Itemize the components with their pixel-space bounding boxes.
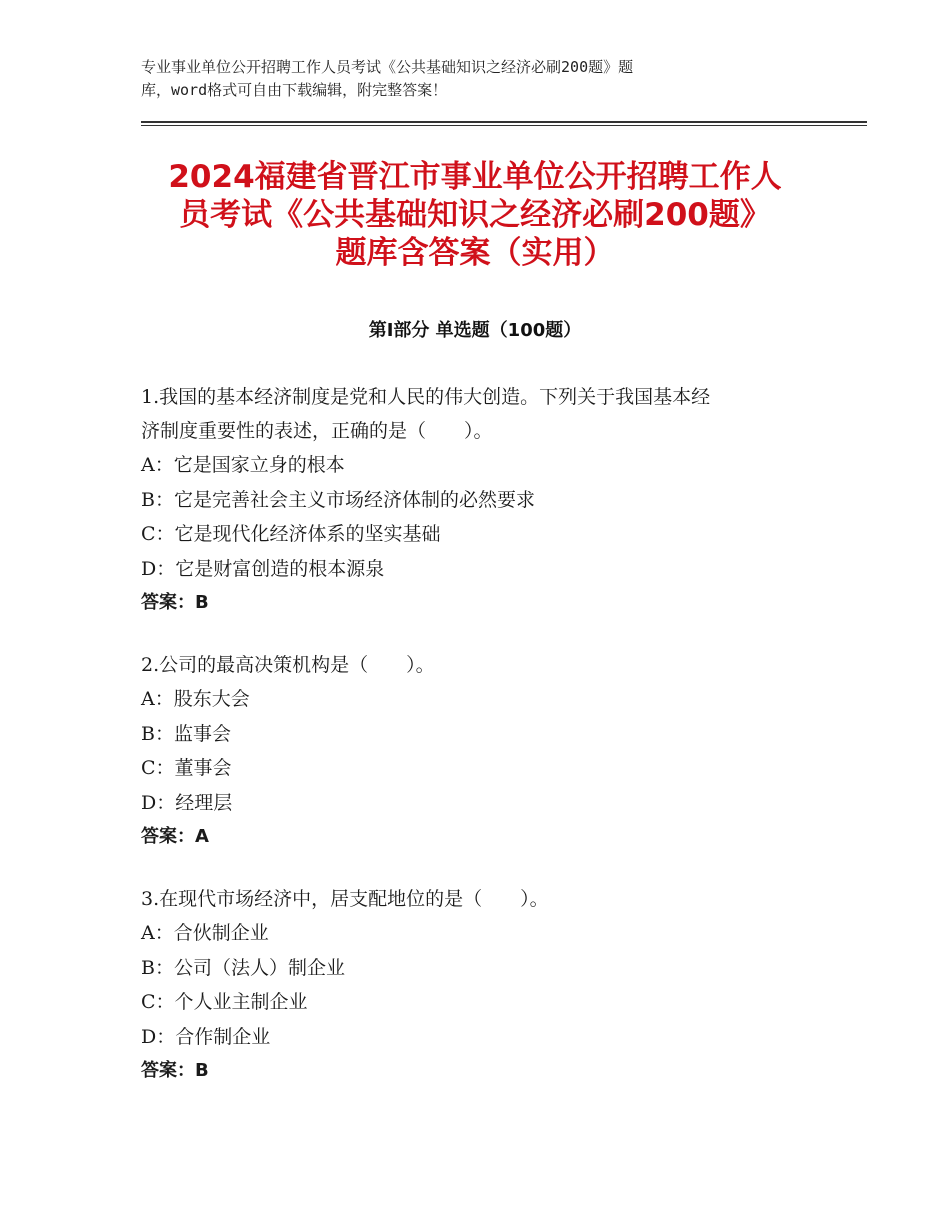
option-a: A：合伙制企业 bbox=[141, 922, 269, 944]
option-c: C：它是现代化经济体系的坚实基础 bbox=[141, 523, 441, 545]
answer-label: 答案：B bbox=[141, 592, 209, 613]
question-3 bbox=[141, 882, 811, 1088]
option-b: B：公司（法人）制企业 bbox=[141, 956, 345, 979]
section-heading: 第Ⅰ部分 单选题（100题） bbox=[368, 320, 582, 341]
document-title bbox=[120, 158, 830, 272]
option-c: C：董事会 bbox=[141, 757, 232, 779]
title-line: 员考试《公共基础知识之经济必刷200题》 bbox=[179, 197, 771, 233]
question-stem: 2.公司的最高决策机构是（ ）。 bbox=[141, 654, 435, 676]
option-a: A：它是国家立身的根本 bbox=[141, 454, 345, 476]
option-d: D：合作制企业 bbox=[141, 1025, 271, 1048]
header-divider bbox=[141, 121, 867, 123]
option-b: B：监事会 bbox=[141, 722, 231, 745]
question-stem: 1.我国的基本经济制度是党和人民的伟大创造。下列关于我国基本经 bbox=[141, 386, 711, 408]
question-2 bbox=[141, 648, 811, 854]
header-line: 专业事业单位公开招聘工作人员考试《公共基础知识之经济必刷200题》题 bbox=[141, 58, 634, 76]
option-d: D：经理层 bbox=[141, 791, 233, 814]
option-c: C：个人业主制企业 bbox=[141, 991, 308, 1013]
question-list bbox=[141, 380, 811, 1116]
option-d: D：它是财富创造的根本源泉 bbox=[141, 557, 385, 580]
question-stem: 济制度重要性的表述，正确的是（ ）。 bbox=[141, 420, 493, 442]
question-1 bbox=[141, 380, 811, 620]
header-line: 库，word格式可自由下载编辑，附完整答案！ bbox=[141, 81, 448, 99]
page-header bbox=[141, 56, 801, 102]
option-a: A：股东大会 bbox=[141, 688, 250, 710]
option-b: B：它是完善社会主义市场经济体制的必然要求 bbox=[141, 488, 535, 511]
question-stem: 3.在现代市场经济中，居支配地位的是（ ）。 bbox=[141, 888, 549, 910]
header-divider bbox=[141, 125, 867, 126]
answer-label: 答案：B bbox=[141, 1060, 209, 1081]
title-line: 2024福建省晋江市事业单位公开招聘工作人 bbox=[168, 159, 782, 195]
answer-label: 答案：A bbox=[141, 826, 209, 847]
title-line: 题库含答案（实用） bbox=[335, 235, 615, 271]
